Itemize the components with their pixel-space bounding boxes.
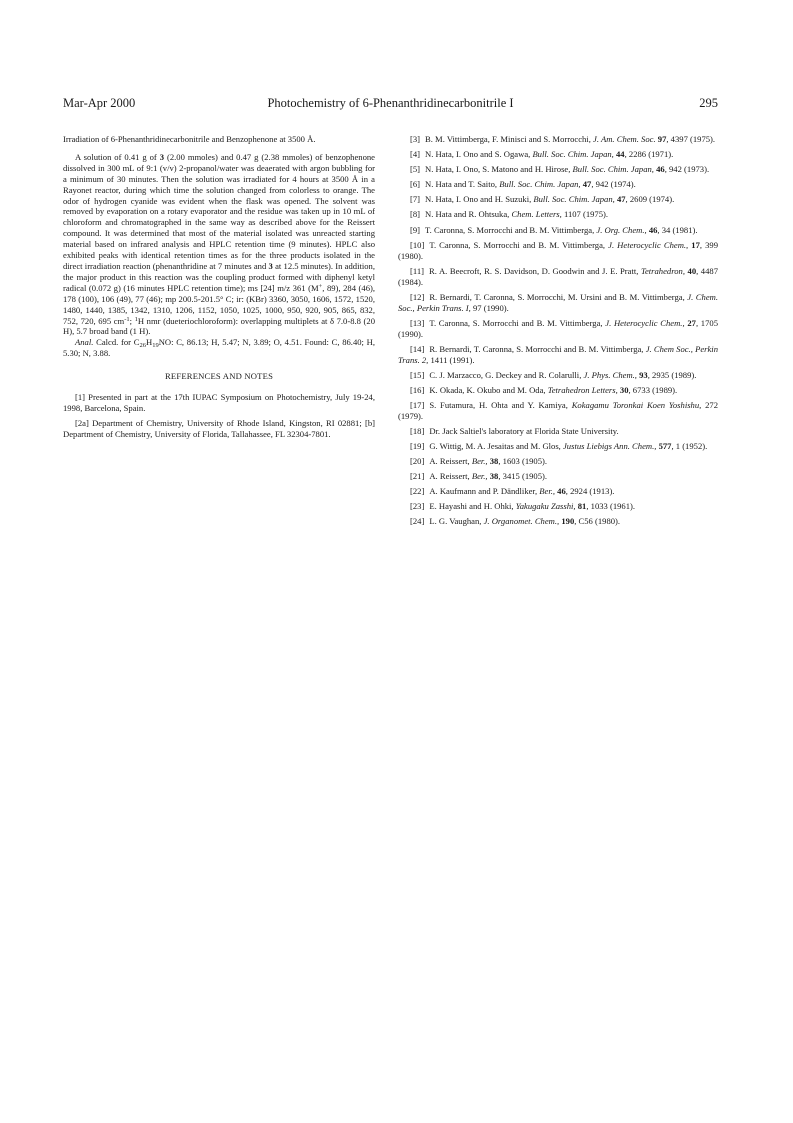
reference-journal: Ber., — [471, 471, 488, 482]
reference-volume: 47 — [616, 194, 626, 205]
reference-number: [21] — [410, 471, 425, 482]
text-run: H nmr (dueteriochloroform): overlapping multiplets at δ 7.0-8.8 (20 H), 5.7 broad band (1 H). — [63, 315, 375, 337]
superscript: 1 — [134, 315, 138, 323]
reference-volume: 38 — [489, 471, 499, 482]
reference-entry — [398, 179, 718, 190]
reference-authors: C. J. Marzacco, G. Deckey and R. Colarulli, — [429, 369, 584, 380]
page-number: 295 — [699, 96, 718, 110]
reference-entry — [398, 426, 718, 437]
text-run: , 89), 284 (46), 178 (100), 106 (49), 77 (46); mp 200.5-201.5° C; ir: (KBr) 3360, 3050, 1606, 1572, 1520, 1480, 1440, 1385, 1342, 1310, 1206, 1152, 1050, 1025, 1000, 950, 920, 905, 865, 832, 752, 720, 695 cm — [63, 282, 376, 326]
reference-journal: J. Heterocyclic Chem., — [608, 239, 689, 250]
reference-authors: T. Caronna, S. Morrocchi and B. M. Vittimberga, — [429, 239, 609, 250]
reference-entry — [398, 266, 718, 288]
reference-entry — [398, 501, 718, 512]
reference-volume: 97 — [657, 134, 667, 144]
reference-volume: 81 — [577, 501, 587, 512]
reference-authors: G. Wittig, M. A. Jesaitas and M. Glos, — [429, 440, 563, 451]
reference-journal: J. Am. Chem. Soc. — [593, 134, 656, 144]
reference-journal: Tetrahedron Letters, — [547, 384, 618, 395]
reference-entry — [398, 149, 718, 160]
reference-volume: 30 — [619, 384, 629, 395]
reference-authors: R. Bernardi, T. Caronna, S. Morrocchi and B. M. Vittimberga, — [429, 343, 646, 354]
reference-pages-year: 97 (1990). — [470, 302, 509, 313]
left-column — [63, 134, 375, 444]
reference-volume: 38 — [489, 456, 499, 467]
reference-authors: R. Bernardi, T. Caronna, S. Morrocchi, M. Ursini and B. M. Vittimberga, — [429, 291, 688, 302]
reference-number: [19] — [410, 440, 425, 451]
reference-pages-year: , 4397 (1975). — [666, 134, 716, 144]
reference-number: [10] — [410, 239, 425, 250]
reference-entry — [398, 240, 718, 262]
reference-number: [8] — [410, 209, 421, 220]
reference-number: [15] — [410, 369, 425, 380]
reference-number: [12] — [410, 291, 425, 302]
reference-entry — [398, 456, 718, 467]
reference-pages-year: , 1033 (1961). — [586, 501, 636, 512]
reference-note: [1] Presented in part at the 17th IUPAC Symposium on Photochemistry, July 19-24, 1998, Barcelona, Spain. — [63, 392, 375, 413]
running-header — [63, 96, 718, 112]
reference-journal: Ber., — [471, 456, 488, 467]
reference-entry — [398, 400, 718, 422]
reference-number: [3] — [410, 134, 421, 144]
subscript: 26 — [139, 342, 146, 350]
reference-number: [7] — [410, 194, 421, 205]
superscript: -1 — [124, 315, 130, 323]
references-heading: REFERENCES AND NOTES — [164, 371, 274, 382]
reference-volume: 190 — [561, 516, 575, 527]
reference-entry — [398, 385, 718, 396]
reference-pages-year: 1107 (1975). — [561, 209, 609, 220]
reference-volume: 577 — [658, 440, 672, 451]
reference-pages-year: , 399 (1980). — [398, 239, 719, 261]
experimental-paragraph — [63, 152, 375, 337]
reference-pages-year: , 2286 (1971). — [624, 149, 674, 160]
reference-journal: Bull. Soc. Chim. Japan, — [533, 194, 615, 205]
reference-journal: Justus Liebigs Ann. Chem., — [562, 440, 657, 451]
reference-journal: Tetrahedron, — [640, 265, 685, 276]
reference-authors: B. M. Vittimberga, F. Minisci and S. Morrocchi, — [425, 134, 593, 144]
reference-number: [20] — [410, 456, 425, 467]
reference-volume: 47 — [582, 179, 592, 190]
reference-journal: Ber., — [539, 486, 556, 497]
reference-number: [4] — [410, 149, 421, 160]
reference-authors: A. Reissert, — [429, 456, 472, 467]
reference-number: [23] — [410, 501, 425, 512]
reference-authors: T. Caronna, S. Morrocchi and B. M. Vittimberga, — [425, 224, 597, 235]
reference-pages-year: , C56 (1980). — [574, 516, 621, 527]
reference-number: [16] — [410, 384, 425, 395]
reference-entry — [398, 344, 718, 366]
reference-entry — [398, 209, 718, 220]
text-run: Calcd. for C — [93, 337, 140, 348]
running-title: Photochemistry of 6-Phenanthridinecarbonitrile I — [267, 96, 514, 110]
analysis-paragraph — [63, 337, 375, 359]
reference-journal: J. Phys. Chem., — [583, 369, 637, 380]
reference-journal: Bull. Soc. Chim. Japan, — [499, 179, 581, 190]
reference-entry — [398, 471, 718, 482]
reference-journal: J. Organomet. Chem., — [483, 516, 560, 527]
reference-journal: Yakugaku Zasshi, — [515, 501, 576, 512]
reference-number: [6] — [410, 179, 421, 190]
reference-volume: 40 — [687, 265, 697, 276]
reference-volume: 46 — [648, 224, 658, 235]
reference-volume: 27 — [687, 317, 696, 328]
reference-authors: S. Futamura, H. Ohta and Y. Kamiya, — [429, 399, 572, 410]
text-run: (2.00 mmoles) and 0.47 g (2.38 mmoles) of benzophenone dissolved in 300 mL of 9:1 (v/v) 2-propanol/water was deaerated with argon bubbling for a minimum of 30 minutes. Then the solution was irradiated for 4 hours at 3500 Å in a Rayonet reactor, during which time the solution changed from colorless to orange. The odor of hydrogen cyanide was evident when the flask was opened. The solvent was removed by evaporation on a rotary evaporator and the residue was taken up in 10 mL of chloroform and chromatographed in the same way as described above for the Reissert compound. It was determined that most of the material isolated was unreacted starting material based on infrared analysis and HPLC retention time (9 minutes). HPLC also exhibited peaks with identical retention times as for the three products isolated in the direct irradiation reaction (phenanthridine at 7 minutes and — [63, 151, 375, 271]
compound-number: 3 — [159, 151, 165, 162]
reference-number: [22] — [410, 486, 425, 497]
reference-journal: J. Chem Soc., Perkin Trans. 2, — [398, 343, 718, 365]
reference-pages-year: , 34 (1981). — [657, 224, 698, 235]
text-run: NO: C, 86.13; H, 5.47; N, 3.89; O, 4.51. Found: C, 86.40; H, 5.30; N, 3.88. — [63, 337, 375, 359]
reference-entry — [398, 318, 718, 340]
reference-pages-year: 1411 (1991). — [428, 354, 475, 365]
reference-pages-year: , 2935 (1989). — [647, 369, 697, 380]
reference-number: [9] — [410, 224, 421, 235]
reference-volume: 44 — [616, 149, 625, 160]
experimental-subheading: Irradiation of 6-Phenanthridinecarbonitrile and Benzophenone at 3500 Å. — [63, 134, 316, 144]
reference-pages-year: , 942 (1974). — [591, 179, 636, 190]
reference-pages-year: , 1 (1952). — [671, 440, 708, 451]
reference-entry — [398, 194, 718, 205]
reference-pages-year: , 6733 (1989). — [628, 384, 678, 395]
reference-pages-year: , 2924 (1913). — [565, 486, 615, 497]
reference-note: [2a] Department of Chemistry, University of Rhode Island, Kingston, RI 02881; [b] Department of Chemistry, University of Florida, Tallahassee, FL 32304-7801. — [63, 418, 375, 439]
reference-journal: J. Org. Chem., — [596, 224, 647, 235]
reference-number: [14] — [410, 343, 425, 354]
reference-volume: 17 — [691, 239, 700, 250]
reference-journal: Kokagamu Toronkai Koen Yoshishu, — [571, 399, 702, 410]
reference-authors: K. Okada, K. Okubo and M. Oda, — [429, 384, 548, 395]
reference-entry — [398, 441, 718, 452]
reference-pages-year: , 4487 (1984). — [398, 265, 718, 287]
reference-entry — [398, 164, 718, 175]
reference-journal: Bull. Soc. Chim. Japan, — [532, 149, 614, 160]
reference-journal: J. Heterocyclic Chem., — [605, 317, 685, 328]
reference-volume: 46 — [656, 164, 665, 175]
reference-pages-year: , 3415 (1905). — [498, 471, 548, 482]
references-list — [398, 134, 718, 532]
reference-authors: L. G. Vaughan, — [429, 516, 484, 527]
reference-entry — [398, 370, 718, 381]
reference-authors: N. Hata and T. Saito, — [425, 179, 500, 190]
superscript: + — [318, 282, 323, 290]
issue-date: Mar-Apr 2000 — [63, 96, 136, 110]
reference-authors: Dr. Jack Saltiel's laboratory at Florida State University. — [429, 425, 619, 436]
reference-entry — [398, 225, 718, 236]
reference-entry — [398, 516, 718, 527]
reference-number: [17] — [410, 399, 425, 410]
reference-number: [11] — [410, 265, 424, 276]
reference-pages-year: , 1705 (1990). — [398, 317, 718, 339]
reference-number: [13] — [410, 317, 425, 328]
reference-pages-year: , 1603 (1905). — [498, 456, 548, 467]
reference-number: [18] — [410, 425, 425, 436]
reference-authors: N. Hata and R. Ohtsuka, — [425, 209, 512, 220]
compound-number: 3 — [268, 260, 273, 271]
reference-authors: N. Hata, I. Ono and S. Ogawa, — [425, 149, 533, 160]
reference-entry — [398, 292, 718, 314]
reference-authors: A. Kaufmann and P. Dändliker, — [429, 486, 540, 497]
reference-pages-year: , 942 (1973). — [664, 164, 710, 175]
reference-volume: 93 — [639, 369, 648, 380]
reference-journal: Bull. Soc. Chim. Japan, — [572, 164, 654, 175]
subscript: 19 — [152, 342, 159, 350]
text-run: ; — [129, 315, 135, 326]
reference-pages-year: , 2609 (1974). — [625, 194, 675, 205]
reference-journal: J. Chem. Soc., Perkin Trans. I, — [398, 291, 718, 313]
reference-authors: A. Reissert, — [429, 471, 472, 482]
text-run: A solution of 0.41 g of — [75, 151, 160, 162]
text-run: H — [145, 337, 153, 348]
reference-number: [5] — [410, 164, 421, 175]
reference-authors: N. Hata, I. Ono, S. Matono and H. Hirose, — [425, 164, 573, 175]
reference-volume: 46 — [557, 486, 566, 497]
reference-number: [24] — [410, 516, 425, 527]
reference-authors: R. A. Beecroft, R. S. Davidson, D. Goodwin and J. E. Pratt, — [429, 265, 641, 276]
text-run: at 12.5 minutes). In addition, the major product in this reaction was the coupling product formed with diphenyl ketyl radical (0.072 g) (16 minutes HPLC retention time); ms [24] m/z 361 (M — [63, 260, 375, 293]
reference-entry — [398, 486, 718, 497]
reference-authors: N. Hata, I. Ono and H. Suzuki, — [425, 194, 534, 205]
reference-authors: T. Caronna, S. Morrocchi and B. M. Vittimberga, — [429, 317, 606, 328]
reference-journal: Chem. Letters, — [511, 209, 562, 220]
reference-entry — [398, 134, 718, 145]
reference-authors: E. Hayashi and H. Ohki, — [429, 501, 516, 512]
analysis-label: Anal. — [75, 337, 94, 348]
reference-pages-year: 272 (1979). — [398, 399, 718, 421]
